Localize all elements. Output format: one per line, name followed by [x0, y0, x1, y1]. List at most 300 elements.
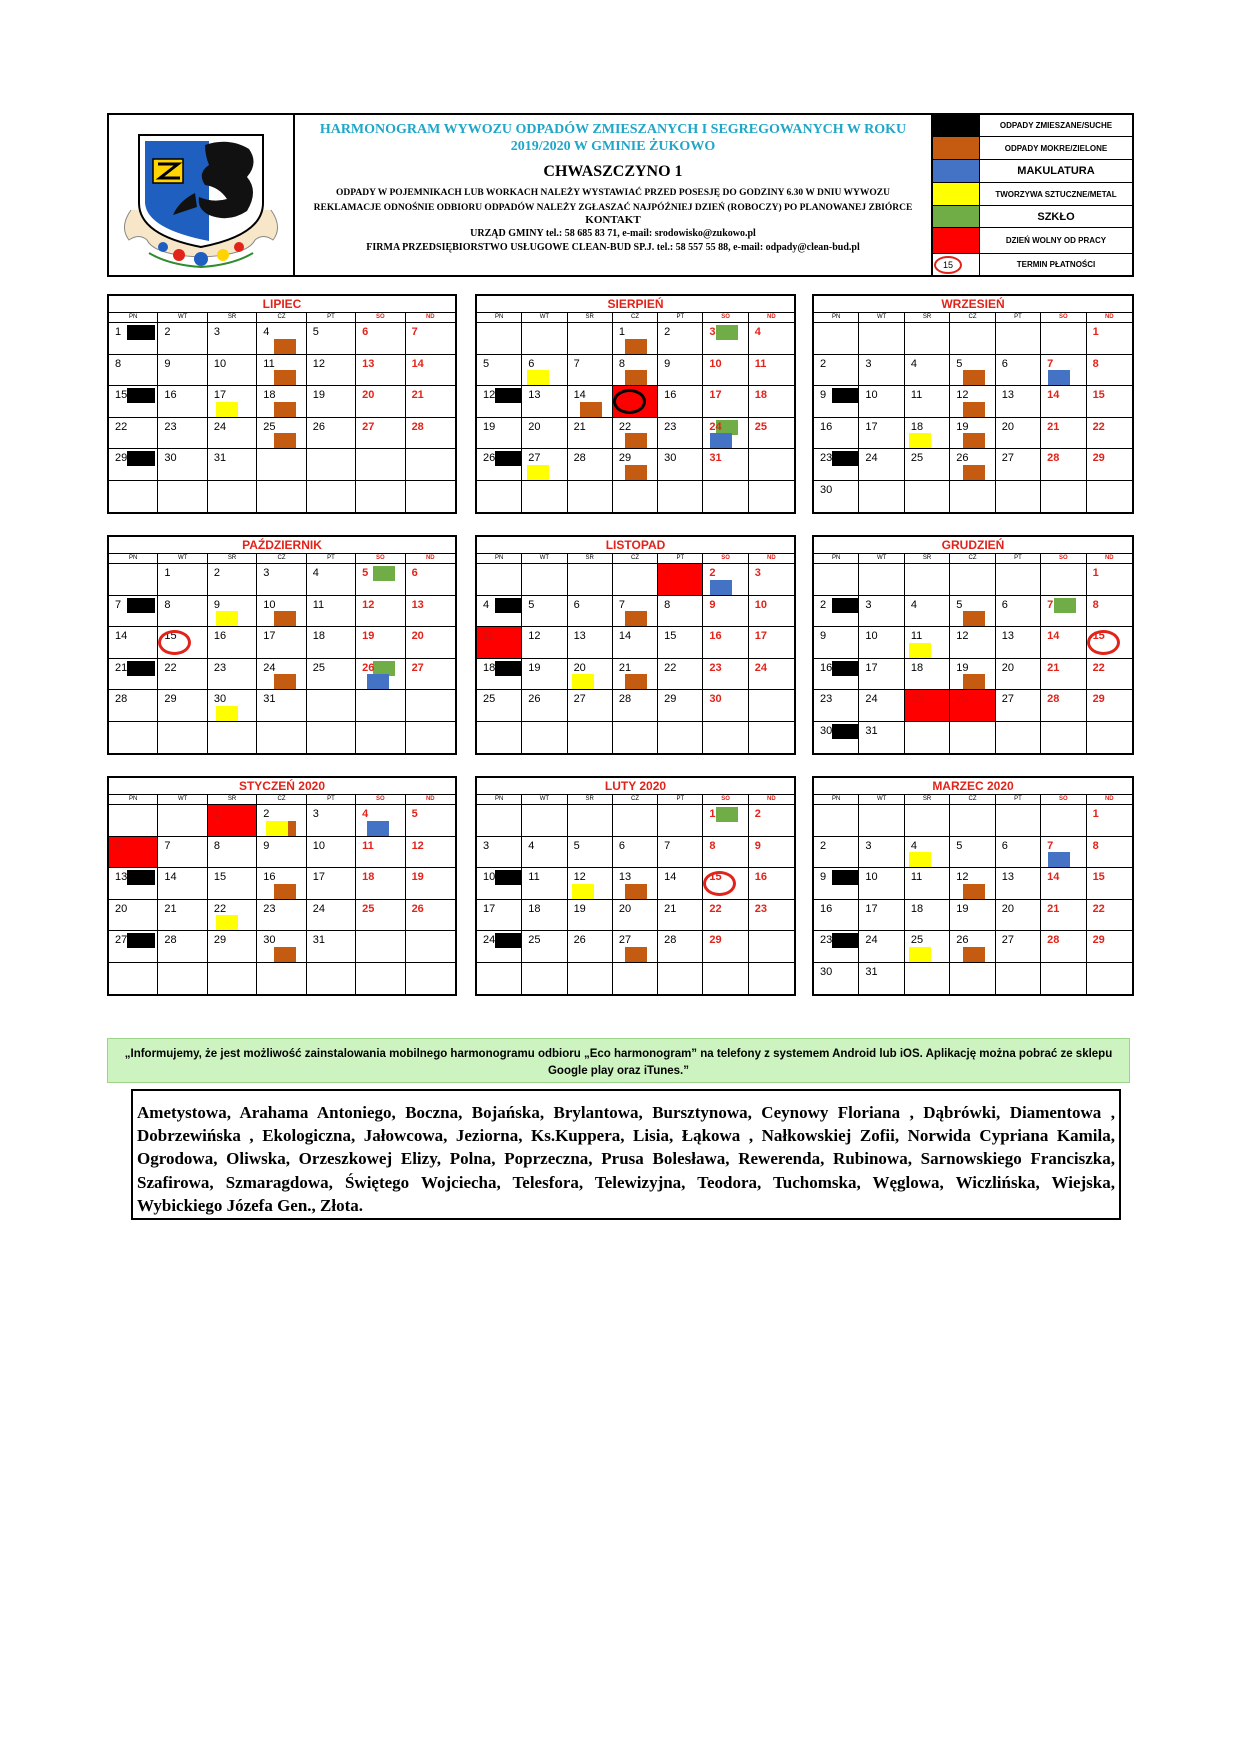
day-number: 7 [664, 839, 671, 852]
day-cell [658, 355, 703, 387]
day-number: 19 [483, 420, 496, 433]
day-cell [406, 722, 455, 754]
mixed-waste-marker [495, 661, 522, 676]
day-cell [406, 323, 455, 355]
day-cell [703, 805, 748, 837]
day-cell [477, 564, 522, 596]
day-cell [568, 418, 613, 450]
day-number: 23 [820, 693, 833, 705]
day-number: 30 [709, 693, 722, 705]
day-number: 6 [1001, 839, 1008, 852]
day-cell [658, 481, 703, 513]
day-number: 20 [573, 661, 586, 674]
day-cell [905, 868, 950, 900]
day-cell [859, 963, 904, 995]
day-number: 26 [528, 693, 541, 705]
day-cell [749, 837, 794, 869]
day-cell [658, 900, 703, 932]
day-cell [859, 627, 904, 659]
bio-waste-marker [963, 611, 985, 626]
day-cell [109, 418, 158, 450]
day-cell [814, 722, 859, 754]
day-cell [814, 596, 859, 628]
title-box [295, 115, 933, 275]
notice-putout: ODPADY W POJEMNIKACH LUB WORKACH NALEŻY WYSTAWIAĆ PRZED POSESJĘ DO GODZINY 6.30 W DNIU WYWOZU [336, 188, 890, 198]
day-cell [158, 627, 207, 659]
day-cell [613, 627, 658, 659]
day-cell [658, 627, 703, 659]
day-number: 6 [528, 357, 535, 370]
day-number: 20 [528, 420, 541, 433]
day-cell [109, 931, 158, 963]
day-cell [1041, 355, 1086, 387]
day-number: 9 [263, 839, 270, 852]
mixed-waste-marker [832, 451, 859, 466]
day-number: 8 [618, 357, 625, 370]
day-cell [1087, 564, 1132, 596]
month-calendar [812, 776, 1134, 996]
day-number: 27 [618, 934, 632, 946]
weekday-header: ND [406, 554, 455, 564]
day-number: 27 [1001, 693, 1014, 705]
day-cell [749, 323, 794, 355]
day-cell [950, 418, 995, 450]
month-title: STYCZEŃ 2020 [109, 778, 455, 795]
day-number: 24 [312, 902, 325, 915]
day-cell [996, 481, 1041, 513]
day-cell [307, 963, 356, 995]
day-cell [109, 627, 158, 659]
day-number: 27 [115, 934, 128, 946]
day-number: 17 [865, 902, 878, 915]
day-cell [905, 386, 950, 418]
month-days-grid [477, 795, 794, 994]
day-number: 21 [573, 420, 586, 433]
mixed-waste-marker [127, 451, 155, 466]
weekday-header: PT [996, 313, 1041, 323]
mixed-waste-marker [832, 388, 859, 403]
day-cell [406, 449, 455, 481]
day-cell [522, 481, 567, 513]
day-cell [814, 386, 859, 418]
day-cell [158, 323, 207, 355]
day-number: 5 [956, 839, 963, 852]
day-number: 10 [312, 839, 325, 852]
day-cell [905, 690, 950, 722]
coat-of-arms-logo [109, 115, 293, 275]
day-number: 29 [618, 452, 632, 464]
day-number: 7 [618, 598, 625, 611]
day-cell [522, 418, 567, 450]
day-number: 21 [164, 902, 177, 915]
day-number: 21 [618, 661, 632, 674]
day-cell [950, 722, 995, 754]
day-number: 25 [910, 452, 924, 464]
day-number: 4 [362, 808, 369, 820]
paper-marker [367, 821, 389, 836]
plastic-metal-marker [527, 370, 549, 385]
legend-label: MAKULATURA [979, 160, 1132, 182]
day-number: 29 [1092, 934, 1105, 946]
day-number: 19 [573, 902, 586, 915]
day-number: 5 [312, 326, 319, 338]
weekday-header: CZ [613, 554, 658, 564]
day-number: 10 [263, 598, 276, 611]
day-cell [406, 805, 455, 837]
day-cell [1041, 627, 1086, 659]
weekday-header: CZ [950, 313, 995, 323]
day-cell [477, 323, 522, 355]
day-number: 17 [865, 661, 878, 674]
month-calendar [475, 294, 796, 514]
day-number: 16 [820, 420, 833, 433]
day-number: 24 [865, 693, 878, 705]
day-cell [406, 868, 455, 900]
day-cell [208, 418, 257, 450]
weekday-header: SO [356, 795, 405, 805]
day-cell [859, 596, 904, 628]
day-cell [158, 418, 207, 450]
day-cell [950, 564, 995, 596]
day-number: 11 [754, 357, 767, 370]
day-cell [814, 868, 859, 900]
day-cell [996, 659, 1041, 691]
day-number: 24 [709, 420, 722, 433]
day-cell [208, 868, 257, 900]
legend-swatch [933, 206, 979, 227]
day-number: 22 [709, 902, 722, 915]
day-number: 9 [820, 871, 827, 883]
weekday-header: PT [658, 554, 703, 564]
header [107, 113, 1134, 277]
mixed-waste-marker [495, 388, 522, 403]
weekday-header: PT [307, 313, 356, 323]
day-cell [859, 659, 904, 691]
day-cell [749, 564, 794, 596]
day-cell [814, 418, 859, 450]
day-number: 8 [1092, 598, 1099, 611]
day-cell [996, 837, 1041, 869]
day-number: 15 [1092, 871, 1105, 883]
day-cell [477, 659, 522, 691]
day-number: 3 [754, 567, 761, 579]
day-number: 29 [1092, 452, 1105, 464]
day-number: 1 [709, 808, 716, 820]
day-cell [109, 449, 158, 481]
day-number: 3 [312, 808, 319, 820]
day-cell [356, 837, 405, 869]
weekday-header: PN [477, 313, 522, 323]
day-cell [477, 449, 522, 481]
day-cell [905, 659, 950, 691]
day-number: 3 [865, 839, 872, 852]
day-cell [703, 418, 748, 450]
weekday-header: ŚR [568, 313, 613, 323]
day-number: 22 [115, 420, 128, 433]
plastic-metal-marker [909, 643, 931, 658]
day-cell [996, 355, 1041, 387]
weekday-header: PN [109, 554, 158, 564]
day-cell [522, 963, 567, 995]
day-cell [658, 722, 703, 754]
day-number: 20 [362, 389, 375, 401]
day-cell [1087, 868, 1132, 900]
day-number: 29 [709, 934, 722, 946]
day-number: 1 [1092, 567, 1099, 579]
day-number: 16 [754, 871, 767, 883]
day-cell [158, 837, 207, 869]
day-cell [996, 722, 1041, 754]
day-number: 27 [1001, 452, 1014, 464]
day-cell [950, 323, 995, 355]
day-cell [703, 481, 748, 513]
day-cell [208, 900, 257, 932]
day-number: 20 [115, 902, 128, 915]
day-cell [859, 805, 904, 837]
day-number: 22 [618, 420, 632, 433]
weekday-header: WT [859, 795, 904, 805]
day-cell [568, 868, 613, 900]
weekday-header: ND [749, 795, 794, 805]
legend-label: TWORZYWA SZTUCZNE/METAL [979, 183, 1132, 205]
legend-swatch [933, 137, 979, 159]
day-number: 5 [411, 808, 418, 820]
streets-list: Ametystowa, Arahama Antoniego, Boczna, Bojańska, Brylantowa, Bursztynowa, Ceynowy Floriana , Dąbrówki, Diamentowa , Dobrzewińska , Ekologiczna, Jałowcowa, Jeziorna, Ks.Kuppera, Lisia, Łąkowa , Nałkowskiej Zofii, Norwida Cypriana Kamila, Ogrodowa, Oliwska, Orzeszkowej Elizy, Polna, Poprzeczna, Prusa Bolesława, Rewerenda, Rubinowa, Sarnowskiego Franciszka, Szafirowa, Szmaragdowa, Świętego Wojciecha, Telesfora, Telewizyjna, Teodora, Tuchomska, Węglowa, Wiczlińska, Wiejska, Wybickiego Józefa Gen., Złota. [131, 1089, 1121, 1220]
day-number: 26 [956, 934, 969, 946]
day-cell [158, 805, 207, 837]
month-title: LISTOPAD [477, 537, 794, 554]
mixed-waste-marker [127, 598, 155, 613]
day-number: 15 [618, 389, 632, 401]
day-number: 3 [263, 567, 270, 579]
weekday-header: ND [1087, 554, 1132, 564]
day-cell [950, 596, 995, 628]
day-cell [749, 805, 794, 837]
day-number: 7 [164, 839, 171, 852]
day-cell [905, 931, 950, 963]
day-cell [950, 963, 995, 995]
day-cell [158, 690, 207, 722]
day-cell [613, 564, 658, 596]
day-number: 8 [1092, 357, 1099, 370]
day-cell [208, 659, 257, 691]
day-cell [703, 722, 748, 754]
contact-company: FIRMA PRZEDSIĘBIORSTWO USŁUGOWE CLEAN-BUD SP.J. tel.: 58 557 55 88, e-mail: odpady@clean-bud.pl [366, 242, 860, 253]
day-cell [950, 449, 995, 481]
contact-office: URZĄD GMINY tel.: 58 685 83 71, e-mail: srodowisko@zukowo.pl [470, 228, 756, 239]
day-cell [356, 722, 405, 754]
plastic-metal-marker [909, 947, 931, 962]
day-cell [406, 963, 455, 995]
weekday-header: SO [1041, 313, 1086, 323]
day-cell [1087, 596, 1132, 628]
day-number: 18 [910, 902, 924, 915]
payment-due-circle [158, 630, 191, 655]
day-number: 6 [618, 839, 625, 852]
day-number: 20 [1001, 902, 1014, 915]
day-cell [158, 449, 207, 481]
day-number: 28 [1047, 934, 1060, 946]
day-number: 14 [411, 357, 424, 370]
weekday-header: WT [158, 554, 207, 564]
day-cell [1041, 564, 1086, 596]
day-cell [950, 805, 995, 837]
day-cell [257, 449, 306, 481]
plastic-metal-marker [266, 821, 288, 836]
day-cell [307, 418, 356, 450]
day-cell [658, 659, 703, 691]
bio-waste-marker [963, 465, 985, 480]
day-number: 12 [956, 389, 969, 401]
plastic-metal-marker [909, 852, 931, 867]
legend-swatch [933, 254, 979, 275]
day-number: 1 [1092, 808, 1099, 820]
day-cell [208, 722, 257, 754]
day-number: 22 [164, 661, 177, 674]
month-days-grid [814, 554, 1132, 753]
day-number: 9 [754, 839, 761, 852]
day-cell [257, 596, 306, 628]
day-cell [905, 963, 950, 995]
day-cell [522, 900, 567, 932]
day-number: 7 [573, 357, 580, 370]
day-cell [307, 805, 356, 837]
day-cell [859, 868, 904, 900]
day-cell [356, 805, 405, 837]
day-number: 11 [263, 357, 275, 370]
weekday-header: CZ [950, 554, 995, 564]
day-cell [1041, 449, 1086, 481]
month-title: LUTY 2020 [477, 778, 794, 795]
day-cell [208, 355, 257, 387]
day-number: 23 [709, 661, 722, 674]
legend-label: ODPADY ZMIESZANE/SUCHE [979, 115, 1132, 136]
day-number: 8 [1092, 839, 1099, 852]
day-number: 17 [709, 389, 722, 401]
day-cell [158, 963, 207, 995]
day-cell [406, 481, 455, 513]
day-number: 6 [115, 839, 122, 852]
day-cell [905, 418, 950, 450]
day-cell [1041, 931, 1086, 963]
day-number: 12 [956, 871, 969, 883]
day-cell [307, 900, 356, 932]
day-number: 22 [213, 902, 227, 915]
day-cell [477, 722, 522, 754]
month-calendar [107, 294, 457, 514]
day-cell [477, 837, 522, 869]
day-cell [356, 418, 405, 450]
day-number: 17 [865, 420, 878, 433]
day-number: 29 [164, 693, 177, 705]
day-number: 19 [312, 389, 325, 401]
day-number: 1 [664, 567, 671, 579]
day-number: 26 [312, 420, 325, 433]
day-cell [307, 323, 356, 355]
day-number: 18 [910, 661, 924, 674]
day-number: 6 [1001, 598, 1008, 611]
day-cell [356, 931, 405, 963]
day-cell [109, 900, 158, 932]
day-cell [814, 837, 859, 869]
weekday-header: ŚR [208, 313, 257, 323]
day-number: 24 [213, 420, 227, 433]
day-cell [1087, 722, 1132, 754]
day-number: 18 [362, 871, 375, 883]
glass-marker [373, 566, 395, 581]
day-cell [703, 931, 748, 963]
day-cell [158, 481, 207, 513]
day-number: 10 [213, 357, 227, 370]
day-cell [1041, 868, 1086, 900]
day-cell [905, 564, 950, 596]
day-number: 27 [1001, 934, 1014, 946]
day-number: 5 [573, 839, 580, 852]
bio-waste-marker [625, 370, 647, 385]
logo-box [109, 115, 295, 275]
day-number: 4 [910, 598, 917, 611]
day-number: 21 [1047, 661, 1060, 674]
day-number: 5 [956, 598, 963, 611]
day-cell [1041, 900, 1086, 932]
day-cell [208, 596, 257, 628]
day-number: 7 [1047, 357, 1054, 370]
month-title: SIERPIEŃ [477, 296, 794, 313]
day-number: 16 [263, 871, 276, 883]
day-number: 21 [115, 661, 128, 674]
day-number: 16 [664, 389, 677, 401]
day-cell [406, 596, 455, 628]
day-cell [703, 690, 748, 722]
day-cell [257, 564, 306, 596]
bio-waste-marker [963, 433, 985, 448]
day-cell [1041, 963, 1086, 995]
month-calendar [812, 294, 1134, 514]
legend-swatch [933, 228, 979, 253]
day-number: 1 [213, 808, 220, 820]
weekday-header: ND [1087, 795, 1132, 805]
weekday-header: ŚR [568, 795, 613, 805]
day-number: 2 [263, 808, 270, 820]
day-number: 17 [263, 630, 276, 642]
weekday-header: PN [109, 795, 158, 805]
day-cell [658, 418, 703, 450]
month-title: WRZESIEŃ [814, 296, 1132, 313]
day-cell [522, 868, 567, 900]
day-cell [749, 659, 794, 691]
month-title: PAŹDZIERNIK [109, 537, 455, 554]
day-number: 31 [865, 724, 878, 737]
day-cell [996, 386, 1041, 418]
day-number: 28 [1047, 452, 1060, 464]
month-days-grid [477, 554, 794, 753]
day-cell [257, 805, 306, 837]
day-cell [658, 963, 703, 995]
day-cell [996, 963, 1041, 995]
day-number: 15 [213, 871, 227, 883]
day-number: 19 [956, 661, 969, 674]
day-cell [477, 868, 522, 900]
day-cell [522, 596, 567, 628]
day-number: 19 [362, 630, 375, 642]
day-cell [477, 418, 522, 450]
day-cell [814, 564, 859, 596]
day-number: 13 [1001, 630, 1014, 642]
bio-waste-marker [625, 674, 647, 689]
day-number: 20 [618, 902, 632, 915]
day-number: 3 [865, 598, 872, 611]
day-cell [859, 722, 904, 754]
